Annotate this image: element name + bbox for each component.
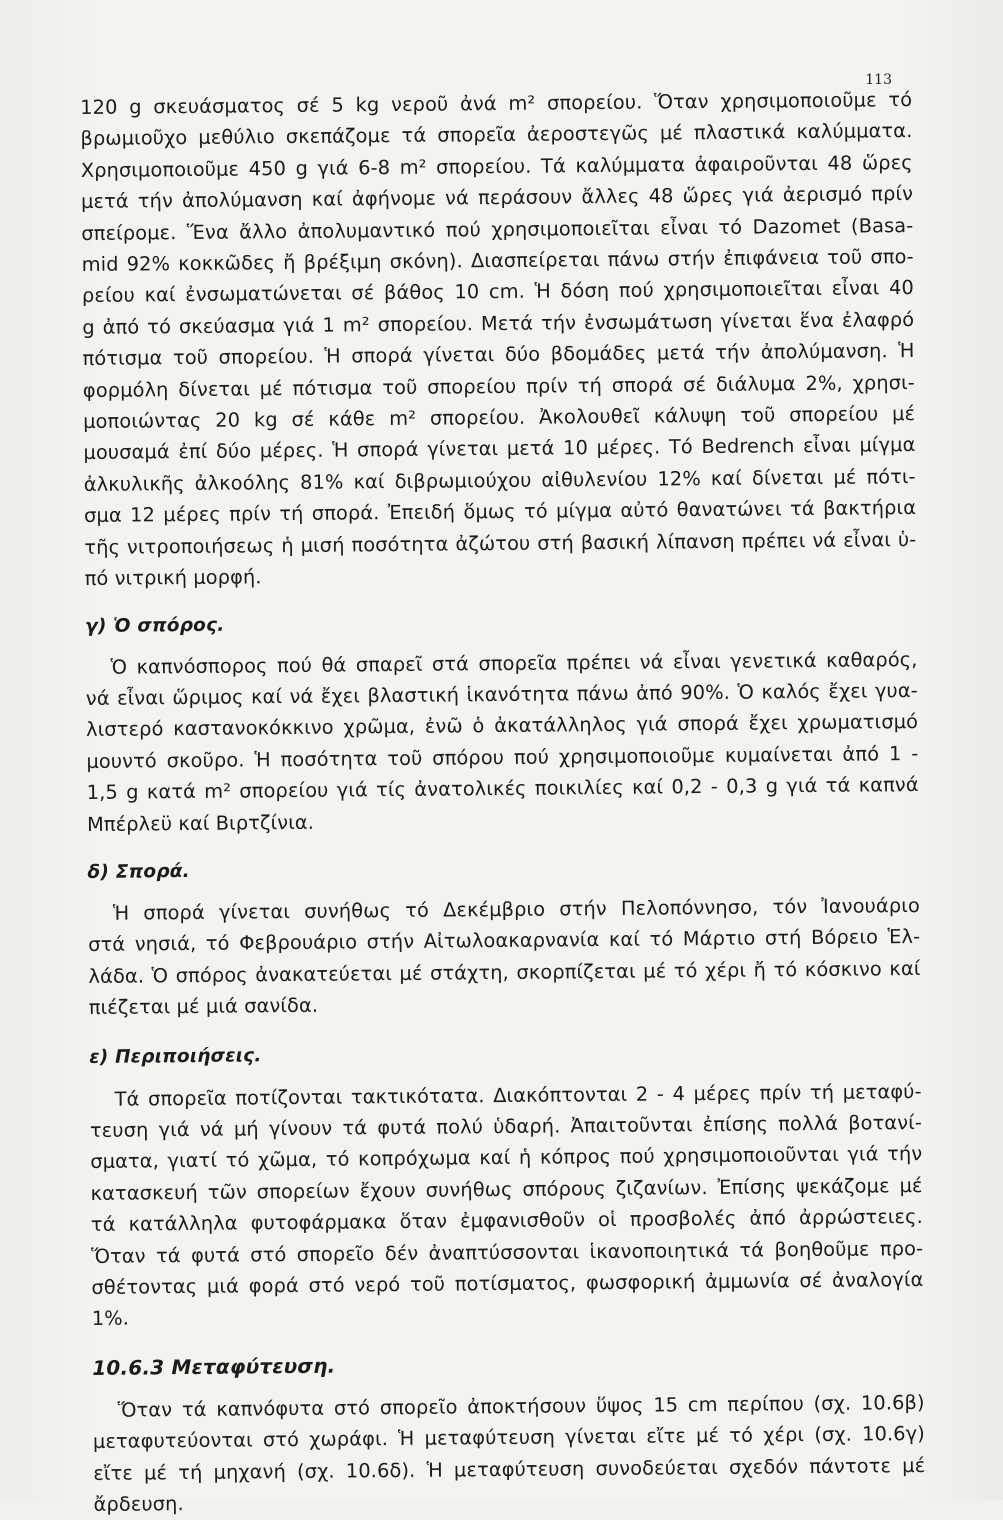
section-heading-transplant: 10.6.3 Μεταφύτευση.	[92, 1353, 336, 1380]
text-line: 1,5 g κατά m² σπορείου γιά τίς ἀνατολικές ποικιλίες καί 0,2 - 0,3 g γιά τά καπνά	[86, 773, 919, 805]
text-line: Ὁ καπνόσπορος πού θά σπαρεῖ στά σπορεῖα πρέπει νά εἶναι γενετικά καθαρός,	[110, 647, 918, 679]
text-line: πότισμα τοῦ σπορείου. Ἡ σπορά γίνεται δύο βδομάδες μετά τήν ἀπολύμανση. Ἡ	[82, 339, 915, 371]
text-line: μοποιώντας 20 kg σέ κάθε m² σπορείου. Ἀκολουθεῖ κάλυψη τοῦ σπορείου μέ	[83, 402, 916, 434]
text-line: ἄρδευση.	[93, 1492, 184, 1516]
paragraph-fumigation	[80, 84, 917, 594]
text-line: κατασκευή τῶν σπορείων ἔχουν συνήθως σπόρους ζιζανίων. Ἐπίσης ψεκάζομε μέ	[90, 1173, 923, 1205]
text-line: σθέτοντας μιά φορά στό νερό τοῦ ποτίσματος, φωσφορική ἀμμωνία σέ ἀναλογία	[91, 1267, 924, 1299]
text-line: Τά σπορεῖα ποτίζονται τακτικότατα. Διακόπτονται 2 - 4 μέρες πρίν τή μεταφύ-	[114, 1079, 922, 1111]
text-line: στά νησιά, τό Φεβρουάριο στήν Αἰτωλοακαρνανία καί τό Μάρτιο στή Βόρειο Ἑλ-	[88, 925, 921, 957]
text-line: ἀλκυλικῆς ἀλκοόλης 81% καί διβρωμιούχου αἰθυλενίου 12% καί δίνεται μέ πότι-	[83, 464, 916, 496]
section-heading-sowing: δ) Σπορά.	[87, 860, 190, 883]
text-line: Ἡ σπορά γίνεται συνήθως τό Δεκέμβριο στήν Πελοπόννησο, τόν Ἰανουάριο	[112, 893, 920, 925]
text-line: νά εἶναι ὥριμος καί νά ἔχει βλαστική ἱκανότητα πάνω ἀπό 90%. Ὁ καλός ἔχει γυα-	[85, 678, 918, 710]
paragraph-transplant	[93, 1387, 926, 1520]
text-line: τῆς νιτροποιήσεως ἡ μισή ποσότητα ἀζώτου στή βασική λίπανση πρέπει νά εἶναι ὑ-	[84, 527, 917, 559]
paragraph-care	[90, 1076, 924, 1335]
section-heading-seed: γ) Ὁ σπόρος.	[85, 614, 225, 637]
text-line: g ἀπό τό σκεύασμα γιά 1 m² σπορείου. Μετά τήν ἐνσωμάτωση γίνεται ἕνα ἐλαφρό	[82, 307, 915, 339]
text-line: σμα 12 μέρες πρίν τή σπορά. Ἐπειδή ὅμως τό μίγμα αὐτό θανατώνει τά βακτήρια	[83, 496, 917, 528]
text-line: τευση γιά νά μή γίνουν τά φυτά πολύ ὑδαρή. Ἀπαιτοῦνται ἐπίσης πολλά βοτανί-	[89, 1110, 923, 1142]
text-line: μουντό σκοῦρο. Ἡ ποσότητα τοῦ σπόρου πού χρησιμοποιοῦμε κυμαίνεται ἀπό 1 -	[86, 741, 919, 773]
text-line: σπείρομε. Ἕνα ἄλλο ἀπολυμαντικό πού χρησιμοποιεῖται εἶναι τό Dazomet (Basa-	[81, 213, 914, 245]
text-line: mid 92% κοκκῶδες ἤ βρέξιμη σκόνη). Διασπείρεται πάνω στήν ἐπιφάνεια τοῦ σπο-	[81, 245, 914, 277]
page-number: 113	[865, 72, 892, 88]
text-line: σματα, γιατί τό χῶμα, τό κοπρόχωμα καί ἡ κόπρος πού χρησιμοποιοῦνται γιά τήν	[90, 1142, 923, 1174]
text-line: τά κατάλληλα φυτοφάρμακα ὅταν ἐμφανισθοῦν οἱ προσβολές ἀπό ἀρρώστειες.	[90, 1205, 923, 1237]
text-line: πιέζεται μέ μιά σανίδα.	[88, 993, 319, 1020]
paragraph-sowing	[88, 890, 921, 1024]
text-line: πό νιτρική μορφή.	[84, 565, 262, 591]
text-line: ρείου καί ἐνσωματώνεται σέ βάθος 10 cm. Ἡ δόση πού χρησιμοποιεῖται εἶναι 40	[81, 276, 915, 308]
section-heading-care: ε) Περιποιήσεις.	[89, 1044, 262, 1068]
text-line: μουσαμά ἐπί δύο μέρες. Ἡ σπορά γίνεται μετά 10 μέρες. Τό Bedrench εἶναι μίγμα	[83, 433, 916, 465]
text-line: Μπέρλεϋ καί Βιρτζίνια.	[86, 810, 315, 836]
text-line: Χρησιμοποιοῦμε 450 g γιά 6-8 m² σπορείου. Τά καλύμματα ἀφαιροῦνται 48 ὥρες	[80, 150, 913, 182]
text-line: εἴτε μέ τή μηχανή (σχ. 10.6δ). Ἡ μεταφύτευση συνοδεύεται σχεδόν πάντοτε μέ	[93, 1453, 926, 1485]
text-line: Ὅταν τά φυτά στό σπορεῖο δέν ἀναπτύσσονται ἱκανοποιητικά τά βοηθοῦμε προ-	[91, 1236, 924, 1268]
text-line: μετά τήν ἀπολύμανση καί ἀφήνομε νά περάσουν ἄλλες 48 ὥρες γιά ἀερισμό πρίν	[80, 182, 914, 214]
paragraph-seed	[85, 643, 919, 839]
text-line: μεταφυτεύονται στό χωράφι. Ἡ μεταφύτευση γίνεται εἴτε μέ τό χέρι (σχ. 10.6γ)	[92, 1422, 926, 1454]
text-line: 120 g σκευάσματος σέ 5 kg νεροῦ ἀνά m² σπορείου. Ὅταν χρησιμοποιοῦμε τό	[80, 88, 913, 119]
text-line: φορμόλη δίνεται μέ πότισμα τοῦ σπορείου πρίν τή σπορά σέ διάλυμα 2%, χρησι-	[82, 370, 915, 402]
text-line: λάδα. Ὁ σπόρος ἀνακατεύεται μέ στάχτη, σκορπίζεται μέ τό χέρι ἤ τό κόσκινο καί	[88, 956, 921, 988]
page-content	[80, 84, 926, 1520]
text-line: Ὅταν τά καπνόφυτα στό σπορεῖο ἀποκτήσουν ὕψος 15 cm περίπου (σχ. 10.6β)	[117, 1390, 925, 1422]
text-line: λιστερό καστανοκόκκινο χρῶμα, ἐνῶ ὁ ἀκατάλληλος γιά σπορά ἔχει χρωματισμό	[86, 710, 919, 742]
text-line: 1%.	[91, 1306, 130, 1331]
text-line: βρωμιοῦχο μεθύλιο σκεπάζομε τά σπορεῖα ἀεροστεγῶς μέ πλαστικά καλύμματα.	[80, 119, 913, 151]
